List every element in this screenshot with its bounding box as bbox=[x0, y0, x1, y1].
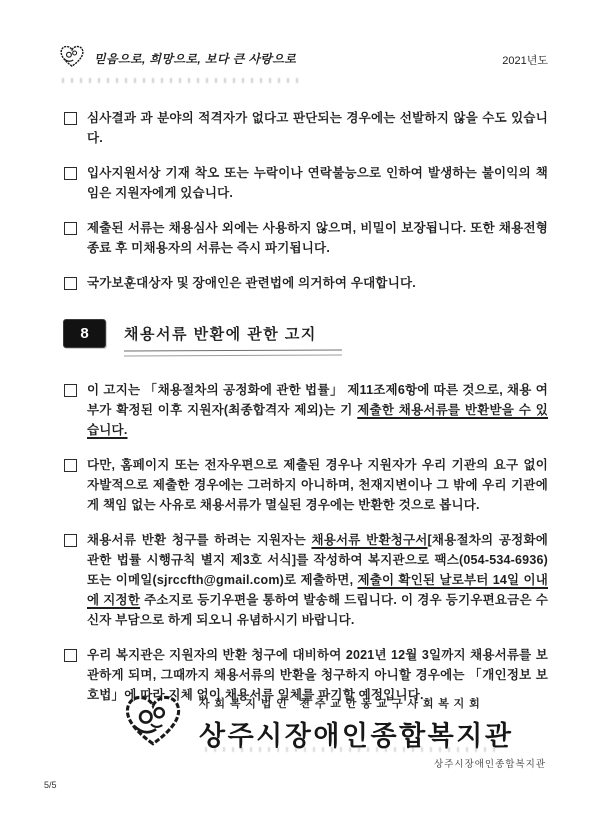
section-title-underline bbox=[124, 350, 342, 357]
footer-org-name-small: 상주시장애인종합복지관 bbox=[434, 759, 546, 770]
page-number: 5/5 bbox=[44, 780, 57, 790]
notice-item bbox=[64, 273, 548, 293]
section-title: 채용서류 반환에 관한 고지 bbox=[124, 326, 317, 343]
notice-item bbox=[64, 163, 548, 203]
section-title-wrap bbox=[124, 320, 342, 356]
notice-text: 이 고지는 「채용절차의 공정화에 관한 법률」 제11조제6항에 따른 것으로, 채용 여부가 확정된 이후 지원자(최종합격자 제외)는 기 제출한 채용서류를 반환받을 수 있습니다. bbox=[87, 383, 548, 437]
heart-people-logo-icon bbox=[120, 692, 186, 755]
notice-text: 입사지원서상 기재 착오 또는 누락이나 연락불능으로 인하여 발생하는 불이익의 책임은 지원자에게 있습니다. bbox=[87, 166, 548, 200]
checkbox-icon bbox=[64, 384, 77, 397]
notice-text: 우리 복지관은 지원자의 반환 청구에 대비하여 2021년 12월 3일까지 채용서류를 보관하게 되며, 그때까지 채용서류의 반환을 청구하지 아니할 경우에는 「개인정보 보호법」에 따라 지체 없이 채용서류 일체를 파기할 예정입니다. bbox=[87, 648, 548, 702]
section-header bbox=[64, 320, 548, 356]
checkbox-icon bbox=[64, 459, 77, 472]
checkbox-icon bbox=[64, 112, 77, 125]
header-year: 2021년도 bbox=[502, 55, 548, 67]
header-brand bbox=[58, 44, 296, 69]
checkbox-icon bbox=[64, 534, 77, 547]
notice-item bbox=[64, 530, 548, 630]
notice-text: 다만, 홈페이지 또는 전자우편으로 제출된 경우나 지원자가 우리 기관의 요구 없이 자발적으로 제출한 경우에는 그러하지 아니하며, 천재지변이나 그 밖에 우리 기관에게 책임 없는 사유로 채용서류가 멸실된 경우에는 반환한 것으로 봅니다. bbox=[87, 458, 548, 512]
notice-text: 국가보훈대상자 및 장애인은 관련법에 의거하여 우대합니다. bbox=[87, 276, 416, 290]
notice-text: 채용서류 반환 청구를 하려는 지원자는 채용서류 반환청구서[채용절차의 공정화에 관한 법률 시행규칙 별지 제3호 서식]를 작성하여 복지관으로 팩스(054-534-6936) 또는 이메일(sjrccfth@gmail.com)로 제출하면, 제출이 확인된 날로부터 14일 이내에 지정한 주소지로 등기우편을 통하여 발송해 드립니다. 이 경우 등기우편요금은 수신자 부담으로 하게 되오니 유념하시기 바랍니다. bbox=[87, 533, 549, 627]
notice-item bbox=[64, 218, 548, 258]
notice-text: 심사결과 과 분야의 적격자가 없다고 판단되는 경우에는 선발하지 않을 수도 있습니다. bbox=[87, 111, 548, 145]
checkbox-icon bbox=[64, 167, 77, 180]
checkbox-icon bbox=[64, 649, 77, 662]
heart-people-logo-icon bbox=[58, 44, 86, 69]
scan-artifact-line bbox=[205, 747, 500, 752]
notice-text: 제출된 서류는 채용심사 외에는 사용하지 않으며, 비밀이 보장됩니다. 또한 채용전형 종료 후 미채용자의 서류는 즉시 파기됩니다. bbox=[87, 221, 548, 255]
checkbox-icon bbox=[64, 277, 77, 290]
notice-item bbox=[64, 380, 548, 440]
header-slogan: 믿음으로, 희망으로, 보다 큰 사랑으로 bbox=[94, 52, 297, 66]
footer-org-text bbox=[199, 695, 513, 753]
section-number-badge: 8 bbox=[64, 320, 105, 347]
notice-item bbox=[64, 455, 548, 515]
checkbox-icon bbox=[64, 222, 77, 235]
footer-org-name: 상주시장애인종합복지관 bbox=[199, 720, 514, 751]
scan-artifact-line bbox=[62, 78, 302, 83]
notice-item bbox=[64, 108, 548, 148]
page-header bbox=[58, 44, 548, 69]
footer-org-parent: 사회복지법인 천주교안동교구사회복지회 bbox=[199, 697, 485, 710]
footer-logo-block bbox=[120, 692, 513, 755]
notice-body bbox=[64, 108, 548, 720]
